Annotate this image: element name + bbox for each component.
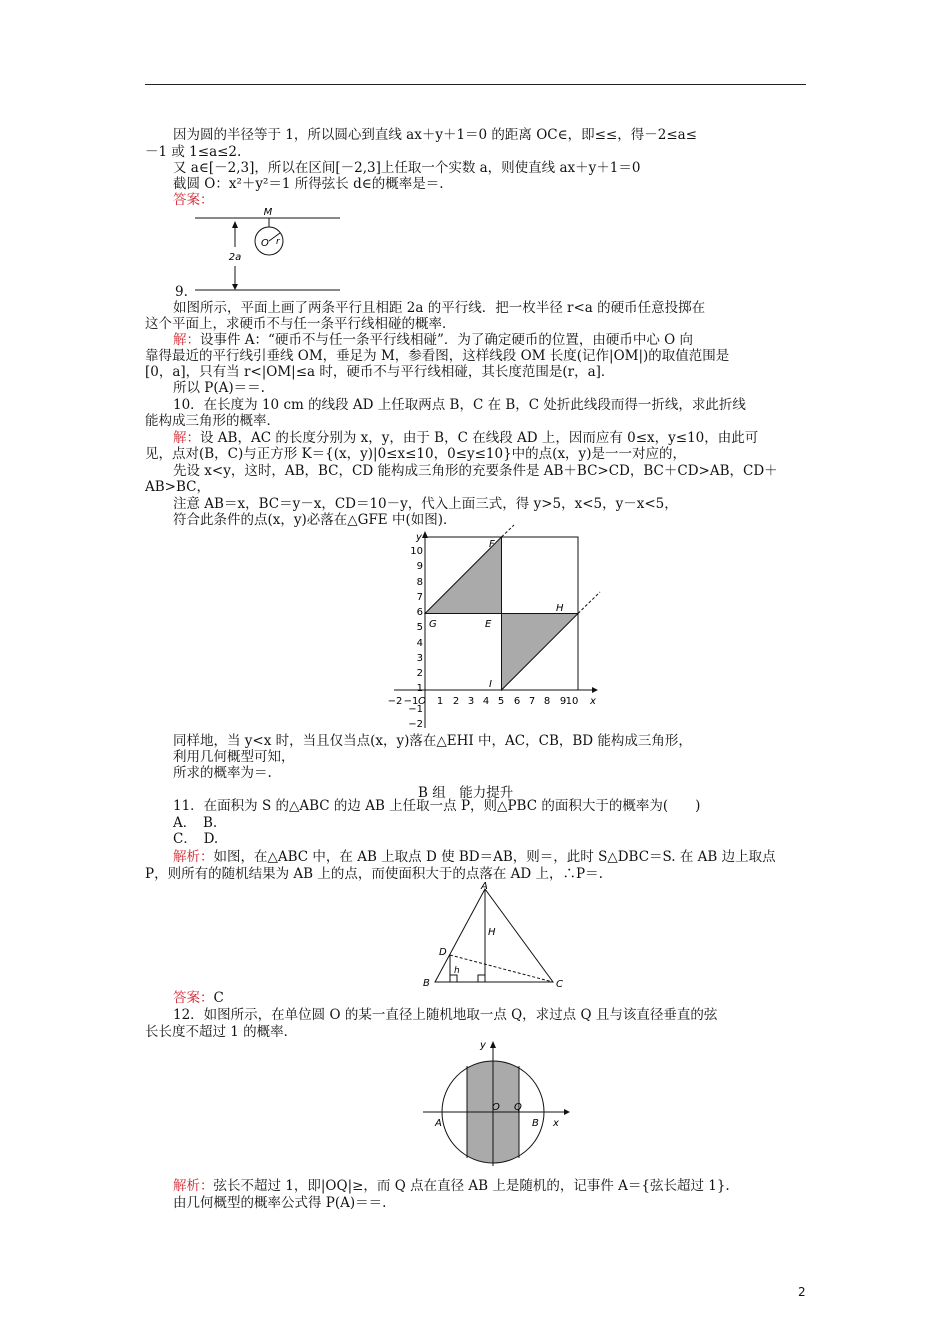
text-line: 截圆 O：x²＋y²＝1 所得弦长 d∈的概率是＝. (173, 176, 444, 192)
point-I: I (489, 679, 492, 690)
x-tick: 7 (528, 696, 536, 707)
text-line: 能构成三角形的概率． (145, 413, 280, 429)
y-tick: 2 (416, 668, 423, 679)
text-line: 这个平面上，求硬币不与任一条平行线相碰的概率． (145, 316, 456, 332)
answer-value: C (213, 990, 224, 1006)
text-line: 因为圆的半径等于 1，所以圆心到直线 ax＋y＋1＝0 的距离 OC∈，即≤≤，得－2≤a≤ (173, 127, 697, 143)
text-line: P，则所有的随机结果为 AB 上的点，而使面积大于的点落在 AD 上，∴P＝. (145, 866, 603, 882)
point-A: A (435, 1118, 442, 1129)
y-axis-label: y (416, 532, 422, 543)
text-span: 设 AB，AC 的长度分别为 x，y，由于 B，C 在线段 AD 上，因而应有 0≤x，y≤10，由此可 (200, 430, 759, 446)
y-tick: 6 (416, 607, 423, 618)
vertex-A: A (481, 881, 488, 892)
answer-label: 答案： (173, 192, 214, 208)
y-tick: 4 (416, 638, 423, 649)
text-line: 11．在面积为 S 的△ABC 的边 AB 上任取一点 P，则△PBC 的面积大于的概率为( ) (173, 798, 701, 814)
text-line: －1 或 1≤a≤2. (145, 144, 242, 160)
point-D: D (439, 947, 447, 958)
y-tick: 8 (416, 577, 423, 588)
figure-unit-circle (418, 1038, 578, 1168)
label-O: O (261, 238, 269, 249)
x-tick: 9 (559, 696, 567, 707)
y-tick: −2 (408, 719, 423, 730)
text-line: 见，点对(B，C)与正方形 K＝{(x，y)|0≤x≤10，0≤y≤10}中的点(x，y)是一一对应的， (145, 446, 686, 462)
y-tick: 7 (416, 592, 423, 603)
figure-parallel-lines (190, 204, 350, 296)
text-line: 靠得最近的平行线引垂线 OM，垂足为 M，参看图，这样线段 OM 长度(记作|OM|)的取值范围是 (145, 348, 730, 364)
label-M: M (263, 207, 273, 218)
analysis-label: 解析： (173, 1178, 214, 1194)
text-span: 如图，在△ABC 中，在 AB 上取点 D 使 BD＝AB，则＝，此时 S△DBC＝S. 在 AB 边上取点 (213, 849, 776, 865)
page-number: 2 (798, 1285, 806, 1299)
y-tick: 9 (416, 561, 423, 572)
y-axis-label: y (480, 1040, 486, 1051)
answer-line (173, 990, 224, 1006)
y-tick: 3 (416, 653, 423, 664)
text-line (173, 332, 693, 348)
figure-square-graph (387, 530, 602, 730)
point-Q: Q (514, 1102, 522, 1113)
option-line: A． B. (173, 815, 218, 831)
label-2a: 2a (228, 252, 242, 263)
answer-label: 答案： (173, 990, 214, 1006)
point-H: H (556, 603, 564, 614)
point-B: B (532, 1118, 539, 1129)
problem-number: 9. (175, 284, 188, 300)
x-axis-label: x (553, 1118, 559, 1129)
x-tick: 4 (482, 696, 490, 707)
x-tick: 3 (467, 696, 475, 707)
text-line: 由几何概型的概率公式得 P(A)＝＝. (173, 1195, 387, 1211)
analysis-label: 解析： (173, 849, 214, 865)
x-tick: 10 (565, 696, 579, 707)
y-tick: −1 (408, 704, 423, 715)
text-line: [0，a]，只有当 r<|OM|≤a 时，硬币不与平行线相碰，其长度范围是(r，a]． (145, 364, 615, 380)
y-tick: 5 (416, 622, 423, 633)
origin-label: O (418, 696, 426, 707)
x-tick: 8 (543, 696, 551, 707)
section-heading: B 组 能力提升 (418, 785, 514, 801)
text-line: 12．如图所示，在单位圆 O 的某一直径上随机地取一点 Q，求过点 Q 且与该直径垂直的弦 (173, 1007, 718, 1023)
point-G: G (429, 619, 437, 630)
x-tick: 1 (436, 696, 444, 707)
text-line: 长长度不超过 1 的概率． (145, 1024, 298, 1040)
height-h: h (454, 966, 460, 976)
text-line: 先设 x<y，这时，AB，BC，CD 能构成三角形的充要条件是 AB＋BC>CD，BC＋CD>AB，CD＋ (173, 463, 778, 479)
x-tick: 5 (497, 696, 505, 707)
point-E: E (485, 619, 492, 630)
center-O: O (492, 1102, 500, 1113)
text-line: 所以 P(A)＝＝. (173, 380, 265, 396)
label-r: r (276, 237, 280, 247)
text-line: 符合此条件的点(x，y)必落在△GFE 中(如图)． (173, 512, 457, 528)
option-line: C． D. (173, 831, 219, 847)
text-span: 弦长不超过 1，即|OQ|≥，而 Q 点在直径 AB 上是随机的，记事件 A＝{弦长超过 1}. (213, 1178, 730, 1194)
text-line: AB>BC， (145, 479, 210, 495)
x-tick: −2 (387, 696, 403, 707)
text-span: 设事件 A：“硬币不与任一条平行线相碰”．为了确定硬币的位置，由硬币中心 O 向 (200, 332, 693, 348)
text-line: 如图所示，平面上画了两条平行且相距 2a 的平行线．把一枚半径 r<a 的硬币任意投掷在 (173, 300, 706, 316)
height-H: H (488, 927, 496, 938)
text-line: 10．在长度为 10 cm 的线段 AD 上任取两点 B，C 在 B，C 处折此线段而得一折线，求此折线 (173, 397, 746, 413)
text-line: 同样地，当 y<x 时，当且仅当点(x，y)落在△EHI 中，AC，CB，BD 能构成三角形， (173, 733, 692, 749)
y-tick: 10 (410, 546, 423, 557)
header-rule (145, 84, 806, 85)
text-line (173, 849, 776, 865)
text-line: 利用几何概型可知， (173, 749, 295, 765)
figure-triangle (415, 880, 575, 990)
text-line: 所求的概率为＝. (173, 765, 272, 781)
x-tick: 6 (513, 696, 521, 707)
x-tick: 2 (452, 696, 460, 707)
vertex-B: B (423, 978, 430, 989)
vertex-C: C (556, 979, 563, 990)
x-axis-label: x (590, 696, 596, 707)
text-line (173, 430, 758, 446)
x-tick: −1 (403, 696, 419, 707)
text-line (173, 1178, 730, 1194)
solution-label: 解： (173, 332, 200, 348)
y-tick: 1 (416, 683, 423, 694)
solution-label: 解： (173, 430, 200, 446)
text-line: 又 a∈[－2,3]，所以在区间[－2,3]上任取一个实数 a，则使直线 ax＋y＋1＝0 (173, 160, 641, 176)
text-line: 注意 AB＝x，BC＝y－x，CD＝10－y，代入上面三式，得 y>5，x<5，y－x<5， (173, 496, 678, 512)
point-F: F (489, 539, 495, 550)
